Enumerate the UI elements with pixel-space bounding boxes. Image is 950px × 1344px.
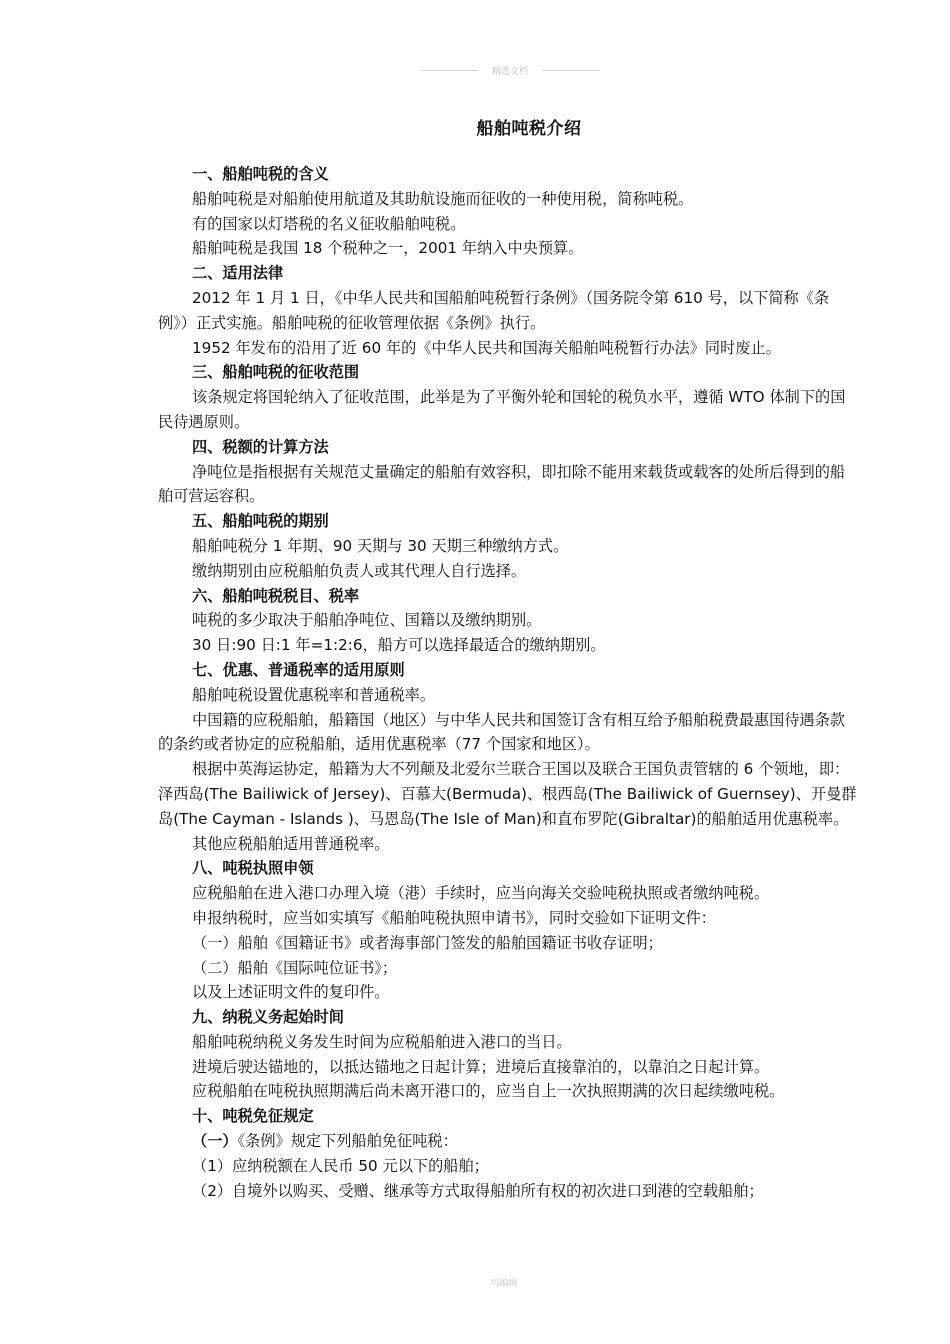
paragraph: 应税船舶在吨税执照期满后尚未离开港口的，应当自上一次执照期满的次日起续缴吨税。 — [192, 1082, 785, 1101]
paragraph: 进境后驶达锚地的，以抵达锚地之日起计算；进境后直接靠泊的，以靠泊之日起计算。 — [192, 1057, 770, 1076]
list-item: （1）应纳税额在人民币 50 元以下的船舶； — [192, 1156, 489, 1175]
section-heading: 三、船舶吨税的征收范围 — [192, 363, 360, 382]
section-heading: 十、吨税免征规定 — [192, 1107, 314, 1126]
header-watermark: 精选文档 — [478, 64, 542, 77]
section-heading: 九、纳税义务起始时间 — [192, 1008, 344, 1027]
paragraph: 吨税的多少取决于船舶净吨位、国籍以及缴纳期别。 — [192, 611, 542, 630]
paragraph-text: 《条例》规定下列船舶免征吨税： — [237, 1132, 458, 1151]
paragraph: 缴纳期别由应税船舶负责人或其代理人自行选择。 — [192, 561, 527, 580]
paragraph: 2012 年 1 月 1 日，《中华人民共和国船舶吨税暂行条例》（国务院令第 610 号，以下简称《条例》）正式实施。船舶吨税的征收管理依据《条例》执行。 — [158, 288, 830, 332]
paragraph: 中国籍的应税船舶，船籍国（地区）与中华人民共和国签订含有相互给予船舶税费最惠国待遇条款的条约或者协定的应税船舶，适用优惠税率（77 个国家和地区）。 — [158, 710, 846, 754]
section-heading: 六、船舶吨税税目、税率 — [192, 586, 360, 605]
paragraph: 1952 年发布的沿用了近 60 年的《中华人民共和国海关船舶吨税暂行办法》同时废止。 — [192, 338, 781, 357]
subheading-marker: （一） — [192, 1132, 238, 1151]
paragraph: 船舶吨税纳税义务发生时间为应税船舶进入港口的当日。 — [192, 1032, 572, 1051]
document-body — [158, 162, 858, 1203]
section-heading: 七、优惠、普通税率的适用原则 — [192, 660, 405, 679]
page-title: 船舶吨税介绍 — [476, 119, 582, 139]
section-heading: 二、适用法律 — [192, 264, 284, 283]
paragraph: 净吨位是指根据有关规范丈量确定的船舶有效容积，即扣除不能用来载货或载客的处所后得到的船舶可营运容积。 — [158, 462, 846, 506]
paragraph: 申报纳税时，应当如实填写《船舶吨税执照申请书》，同时交验如下证明文件： — [192, 908, 716, 927]
paragraph: 船舶吨税分 1 年期、90 天期与 30 天期三种缴纳方式。 — [192, 536, 569, 555]
paragraph: 应税船舶在进入港口办理入境（港）手续时，应当向海关交验吨税执照或者缴纳吨税。 — [192, 884, 770, 903]
list-item: （2）自境外以购买、受赠、继承等方式取得船舶所有权的初次进口到港的空载船舶； — [192, 1181, 764, 1200]
section-heading: 八、吨税执照申领 — [192, 859, 314, 878]
paragraph: 有的国家以灯塔税的名义征收船舶吨税。 — [192, 214, 466, 233]
paragraph: 船舶吨税是对船舶使用航道及其助航设施而征收的一种使用税，简称吨税。 — [192, 189, 694, 208]
section-heading: 四、税额的计算方法 — [192, 437, 329, 456]
list-item: （二）船舶《国际吨位证书》； — [192, 958, 398, 977]
footer-watermark: 可编辑 — [490, 1279, 518, 1289]
paragraph — [158, 1129, 858, 1154]
paragraph: 该条规定将国轮纳入了征收范围，此举是为了平衡外轮和国轮的税负水平，遵循 WTO 体制下的国民待遇原则。 — [158, 388, 846, 431]
section-heading: 一、船舶吨税的含义 — [192, 165, 329, 183]
paragraph: 以及上述证明文件的复印件。 — [192, 983, 390, 1002]
paragraph: 船舶吨税设置优惠税率和普通税率。 — [192, 685, 435, 704]
section-heading: 五、船舶吨税的期别 — [192, 512, 329, 531]
paragraph: 船舶吨税是我国 18 个税种之一，2001 年纳入中央预算。 — [192, 239, 584, 258]
paragraph: 根据中英海运协定，船籍为大不列颠及北爱尔兰联合王国以及联合王国负责管辖的 6 个领地，即：泽西岛(The Bailiwick of Jersey)、百慕大(Bermuda)、根西岛(The Bailiwick of Guernsey)、开曼群岛(The Cayman - Islands )、马恩岛(The Isle of Man)和直布罗陀(Gibraltar)的船舶适用优惠税率。 — [158, 760, 857, 828]
paragraph: 其他应税船舶适用普通税率。 — [192, 834, 390, 853]
list-item: （一）船舶《国籍证书》或者海事部门签发的船舶国籍证书收存证明； — [192, 933, 663, 952]
paragraph: 30 日:90 日:1 年=1:2:6，船方可以选择最适合的缴纳期别。 — [192, 636, 606, 655]
